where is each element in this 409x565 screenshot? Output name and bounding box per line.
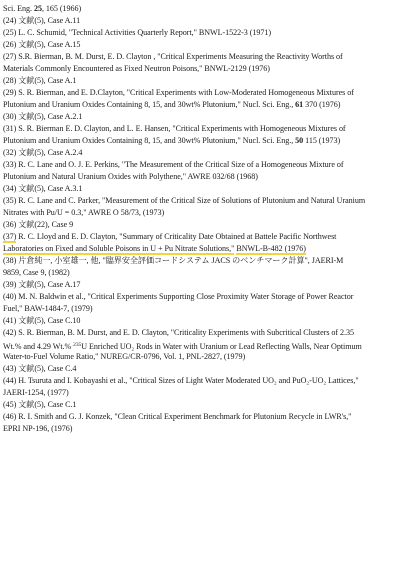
reference-text: (25) L. C. Schumid, "Technical Activities Quarterly Report," BNWL-1522-3 (1971): [3, 28, 272, 37]
reference-text: Materials Commonly Encountered as Fixed Neutron Poisons," BNWL-2129 (1976): [3, 64, 270, 73]
volume-number: 25: [33, 4, 42, 13]
reference-text: Plutonium and Uranium Oxides Containing 8, 15, and 30wt% Plutonium," Nucl. Sci. Eng.,: [3, 100, 296, 109]
reference-line: [3, 111, 405, 123]
reference-line: [3, 15, 405, 27]
reference-line: [3, 291, 405, 303]
reference-line: [3, 375, 405, 387]
reference-line: [3, 267, 405, 279]
reference-text: (34) 文献(5), Case A.3.1: [3, 184, 83, 193]
reference-text: Nitrates with Pu/U = 0.3," AWRE O 58/73, (1973): [3, 208, 165, 217]
reference-text: (30) 文献(5), Case A.2.1: [3, 112, 83, 121]
reference-line: [3, 3, 405, 15]
reference-line: [3, 75, 405, 87]
reference-line: [3, 99, 405, 111]
reference-text: (31) S. R. Bierman E. D. Clayton, and L. E. Hansen, "Critical Experiments with Homogeneous Mixtures of: [3, 124, 346, 133]
reference-text: U Enriched UO₂ Rods in Water with Uranium or Lead Reflecting Walls, Near Optimum: [81, 342, 362, 351]
reference-line: [3, 423, 405, 435]
reference-line: [3, 327, 405, 339]
reference-text: (35) R. C. Lane and C. Parker, "Measurement of the Critical Size of Solutions of Plutonium and Natural Uranium: [3, 196, 366, 205]
reference-text: Plutonium and Natural Uranium Oxides with Polythene," AWRE 032/68 (1968): [3, 172, 258, 181]
reference-line: [3, 135, 405, 147]
reference-line: [3, 183, 405, 195]
reference-line: [3, 351, 405, 363]
reference-text: (46) R. I. Smith and G. J. Konzek, "Clean Critical Experiment Benchmark for Plutonium Recycle in LWR's,": [3, 412, 352, 421]
reference-text: (43) 文献(5), Case C.4: [3, 364, 77, 373]
reference-text: 9859, Case 9, (1982): [3, 268, 70, 277]
reference-text: R. C. Lloyd and E. D. Clayton, "Summary of Criticality Date Obtained at Battele Pacific Northwest: [16, 232, 337, 241]
reference-line: [3, 231, 405, 243]
reference-text: (36) 文献(22), Case 9: [3, 220, 74, 229]
highlighted-text: Laboratories on Fixed and Soluble Poisons in U + Pu Nitrate Solutions,": [3, 244, 235, 253]
reference-line: [3, 387, 405, 399]
reference-line: [3, 411, 405, 423]
reference-text: (32) 文献(5), Case A.2.4: [3, 148, 83, 157]
reference-line: [3, 339, 405, 351]
reference-line: [3, 171, 405, 183]
reference-text: Water-to-Fuel Volume Ratio," NUREG/CR-0796, Vol. 1, PNL-2827, (1979): [3, 352, 246, 361]
highlighted-text: (37): [3, 232, 17, 241]
reference-text: (42) S. R. Bierman, B. M. Durst, and E. D. Clayton, "Criticality Experiments with Subcritical Clusters of 2.35: [3, 328, 354, 337]
reference-line: [3, 159, 405, 171]
reference-text: (38) 片倉純一, 小室雄一, 他, "臨界安全評価コードシステム JACS のベンチマーク計算", JAERI-M: [3, 256, 344, 265]
reference-text: (29) S. R. Bierman, and E. D.Clayton, "Critical Experiments with Low-Moderated Homogeneous Mixtures of: [3, 88, 354, 97]
reference-text: (40) M. N. Baldwin et al., "Critical Experiments Supporting Close Proximity Water Storage of Power Reactor: [3, 292, 354, 301]
reference-line: [3, 63, 405, 75]
reference-text: (44) H. Tsuruta and I. Kobayashi et al., "Critical Sizes of Light Water Moderated UO₂ and PuO₂-UO₂ Lattices,": [3, 376, 359, 385]
reference-line: [3, 195, 405, 207]
reference-text: (33) R. C. Lane and O. J. E. Perkins, "The Measurement of the Critical Size of a Homogeneous Mixture of: [3, 160, 344, 169]
reference-line: [3, 255, 405, 267]
reference-text: Wt.% and 4.29 Wt.%: [3, 342, 74, 351]
reference-text: JAERI-1254, (1977): [3, 388, 69, 397]
reference-text: EPRI NP-196, (1976): [3, 424, 73, 433]
reference-text: 115 (1973): [303, 136, 341, 145]
reference-text: (27) S.R. Bierman, B. M. Durst, E. D. Clayton , "Critical Experiments Measuring the Reactivity Worths of: [3, 52, 343, 61]
reference-line: [3, 243, 405, 255]
reference-line: [3, 123, 405, 135]
reference-line: [3, 315, 405, 327]
highlighted-text: BNWL-B-482 (1976): [236, 244, 306, 253]
reference-line: [3, 147, 405, 159]
reference-line: [3, 363, 405, 375]
reference-line: [3, 51, 405, 63]
superscript: 235: [73, 342, 82, 348]
reference-text: (28) 文献(5), Case A.1: [3, 76, 77, 85]
reference-text: , 165 (1966): [41, 4, 82, 13]
volume-number: 50: [295, 136, 304, 145]
reference-line: [3, 303, 405, 315]
reference-text: Sci. Eng.: [3, 4, 34, 13]
reference-line: [3, 399, 405, 411]
reference-text: (24) 文献(5), Case A.11: [3, 16, 81, 25]
reference-text: 370 (1976): [303, 100, 341, 109]
reference-text: Fuel," BAW-1484-7, (1979): [3, 304, 93, 313]
volume-number: 61: [295, 100, 304, 109]
reference-line: [3, 219, 405, 231]
reference-text: (45) 文献(5), Case C.1: [3, 400, 77, 409]
reference-line: [3, 207, 405, 219]
reference-line: [3, 279, 405, 291]
reference-text: (26) 文献(5), Case A.15: [3, 40, 81, 49]
reference-text: (41) 文献(5), Case C.10: [3, 316, 81, 325]
reference-line: [3, 27, 405, 39]
reference-text: Plutonium and Uranium Oxides Containing 8, 15, and 30wt% Plutonium," Nucl. Sci. Eng.,: [3, 136, 296, 145]
reference-line: [3, 39, 405, 51]
reference-line: [3, 87, 405, 99]
reference-text: (39) 文献(5), Case A.17: [3, 280, 81, 289]
